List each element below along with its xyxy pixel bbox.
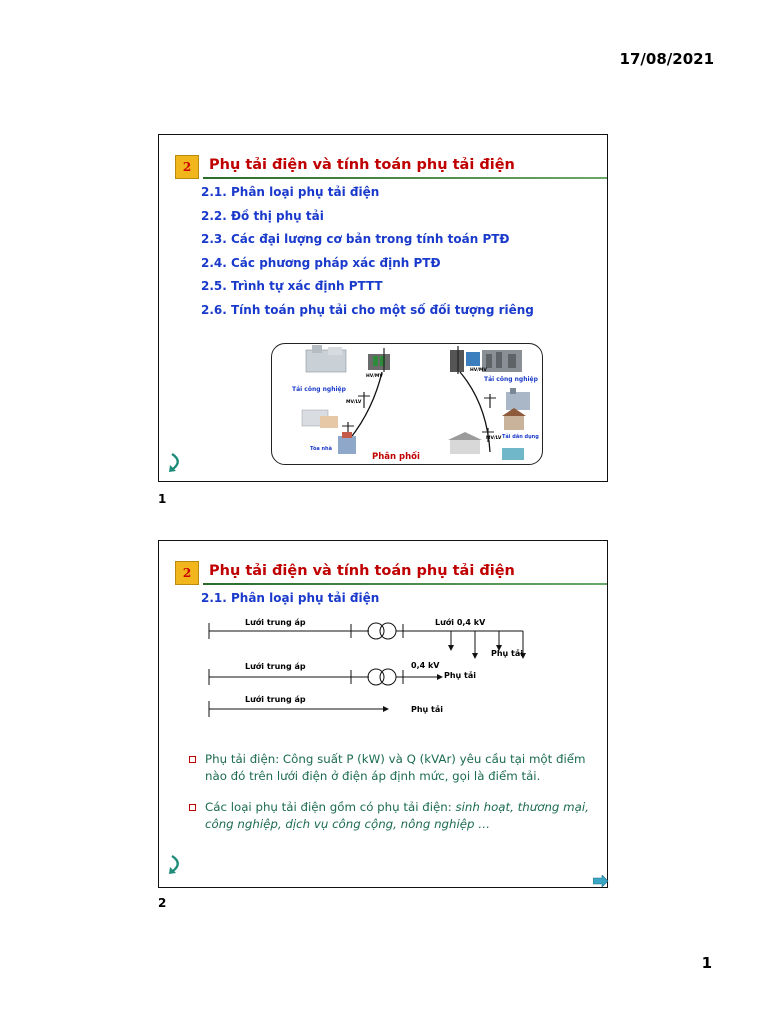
toc-item: 2.5. Trình tự xác định PTTT [201,279,383,293]
toc-item: 2.6. Tính toán phụ tải cho một số đối tượng riêng [201,302,534,317]
label-hv-mv-right: HV/MV [470,368,487,373]
toc-item: 2.1. Phân loại phụ tải điện [201,185,380,199]
bullet-load-types [187,799,597,833]
table-of-contents [201,185,534,326]
toc-item: 2.2. Đồ thị phụ tải [201,208,324,223]
label-industrial-load-left: Tải công nghiệp [292,386,346,393]
label-distribution: Phân phối [372,452,420,462]
bullet-text-prefix: Các loại phụ tải điện gồm có phụ tải điện: [205,800,456,814]
bullet-load-type-list: sinh hoạt, thương mại, công nghiệp, dịch vụ công cộng, nông nghiệp … [205,800,589,831]
label-load-1: Phụ tải [491,649,524,658]
slide-title: Phụ tải điện và tính toán phụ tải điện [209,157,515,173]
slide-subtitle: 2.1. Phân loại phụ tải điện [201,591,380,605]
label-mv-lv-left: MV/LV [346,400,362,405]
label-industrial-load-right: Tải công nghiệp [484,376,538,383]
toc-item: 2.3. Các đại lượng cơ bản trong tính toán PTĐ [201,232,510,246]
label-building: Tòa nhà [310,446,332,452]
label-load-2: Phụ tải [444,671,477,680]
return-arrow-icon[interactable] [167,451,185,473]
document-date: 17/08/2021 [619,50,714,68]
bullet-definition [187,751,597,785]
label-mv-lv-right: MV/LV [486,436,502,441]
page-number: 1 [701,954,712,972]
label-mv-grid-3: Lưới trung áp [245,695,306,704]
return-arrow-icon[interactable] [167,853,185,875]
bullet-text: Phụ tải điện: Công suất P (kW) và Q (kVAr) yêu cầu tại một điểm nào đó trên lưới điện ở điện áp định mức, gọi là điểm tải. [205,752,586,783]
next-slide-arrow-icon[interactable] [593,875,609,887]
slide-title: Phụ tải điện và tính toán phụ tải điện [209,563,515,579]
distribution-illustration [271,343,543,465]
chapter-badge: 2 [175,155,199,179]
toc-item: 2.4. Các phương pháp xác định PTĐ [201,255,441,270]
label-hv-mv-left: HV/MV [366,374,383,379]
label-lv-0-4kv: 0,4 kV [411,661,440,670]
load-connection-diagram [159,541,609,731]
slide-2 [158,540,608,888]
label-mv-grid-2: Lưới trung áp [245,662,306,671]
label-residential-load: Tải dân dụng [502,434,539,440]
chapter-badge: 2 [175,561,199,585]
label-load-3: Phụ tải [411,705,444,714]
slide-number: 1 [158,492,167,506]
title-underline [203,177,607,179]
label-lv-grid: Lưới 0,4 kV [435,618,486,627]
label-mv-grid-1: Lưới trung áp [245,618,306,627]
slide-number: 2 [158,896,167,910]
definition-bullets [187,751,597,847]
slide-1 [158,134,608,482]
